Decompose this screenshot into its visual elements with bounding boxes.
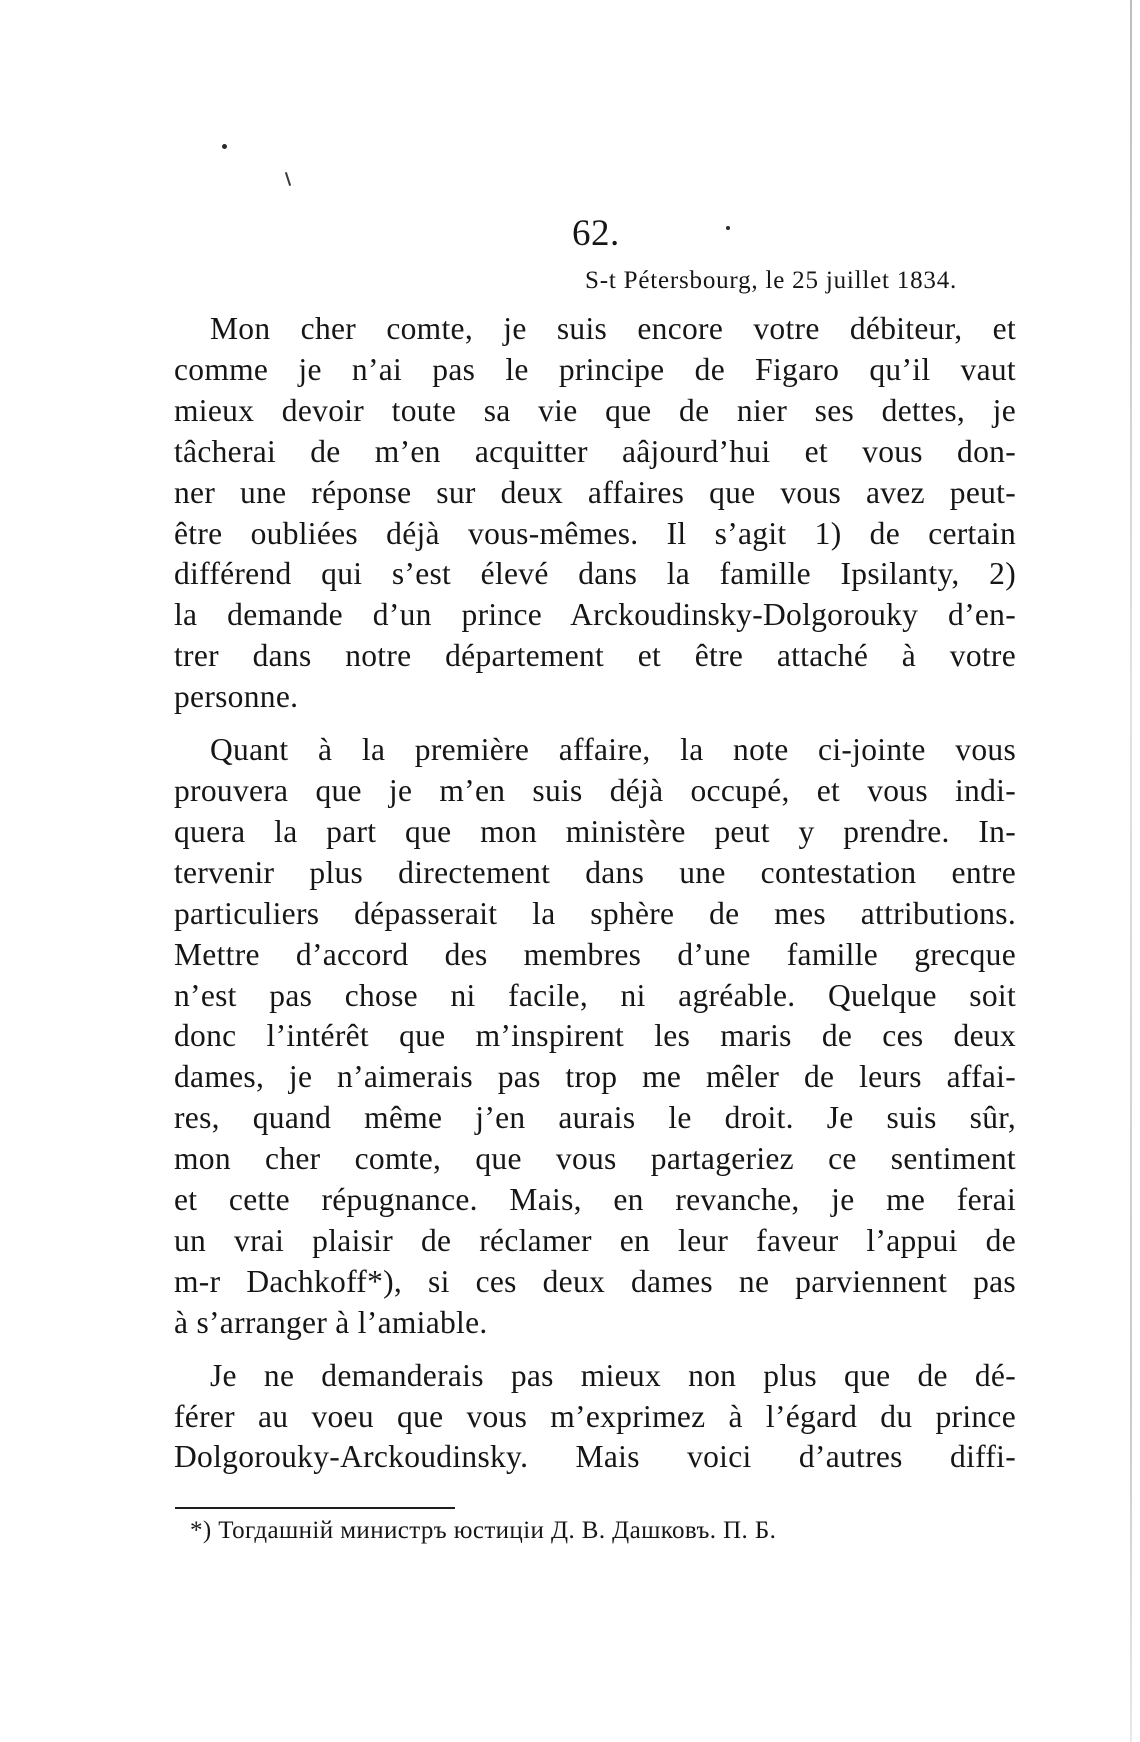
- text-line: Dolgorouky-Arckoudinsky. Mais voici d’autres diffi-: [174, 1439, 1016, 1475]
- ink-speck: [726, 226, 730, 230]
- text-line: ner une réponse sur deux affaires que vous avez peut-: [174, 474, 1016, 510]
- paragraph-2: [174, 730, 1016, 1344]
- letter-dateline: S-t Pétersbourg, le 25 juillet 1834.: [585, 267, 958, 294]
- text-line: trer dans notre département et être attaché à votre: [174, 638, 1016, 674]
- paragraph-3: [174, 1356, 1016, 1479]
- text-line: res, quand même j’en aurais le droit. Je suis sûr,: [174, 1100, 1016, 1136]
- text-line: donc l’intérêt que m’inspirent les maris de ces deux: [174, 1018, 1016, 1054]
- text-line: Je ne demanderais pas mieux non plus que de dé-: [210, 1357, 1016, 1393]
- text-line: dames, je n’aimerais pas trop me mêler de leurs affai-: [174, 1059, 1016, 1095]
- scan-edge: [1130, 0, 1132, 1742]
- text-line: m-r Dachkoff*), si ces deux dames ne parviennent pas: [174, 1263, 1016, 1299]
- ink-mark: [285, 172, 291, 186]
- footnote: *) Тогдашній министръ юстиціи Д. В. Дашковъ. П. Б.: [190, 1517, 777, 1544]
- text-line: comme je n’ai pas le principe de Figaro qu’il vaut: [174, 351, 1016, 387]
- text-line: mon cher comte, que vous partageriez ce sentiment: [174, 1141, 1016, 1177]
- text-line: différend qui s’est élevé dans la famille Ipsilanty, 2): [174, 556, 1016, 592]
- text-line: la demande d’un prince Arckoudinsky-Dolgorouky d’en-: [174, 597, 1016, 633]
- footnote-rule: [175, 1507, 455, 1509]
- letter-body: [174, 309, 1016, 1478]
- text-line: un vrai plaisir de réclamer en leur faveur l’appui de: [174, 1222, 1016, 1258]
- page-number: 62.: [572, 213, 620, 254]
- text-line: Mon cher comte, je suis encore votre débiteur, et: [210, 311, 1016, 346]
- text-line: mieux devoir toute sa vie que de nier ses dettes, je: [174, 392, 1016, 428]
- text-line: n’est pas chose ni facile, ni agréable. Quelque soit: [174, 977, 1016, 1013]
- text-line: tervenir plus directement dans une contestation entre: [174, 854, 1016, 890]
- text-line: prouvera que je m’en suis déjà occupé, et vous indi-: [174, 772, 1016, 808]
- text-line: et cette répugnance. Mais, en revanche, je me ferai: [174, 1182, 1016, 1218]
- paragraph-1: [174, 309, 1016, 718]
- text-line: à s’arranger à l’amiable.: [174, 1304, 488, 1340]
- text-line: personne.: [174, 679, 299, 715]
- text-line: particuliers dépasserait la sphère de mes attributions.: [174, 895, 1016, 931]
- text-line: férer au voeu que vous m’exprimez à l’égard du prince: [174, 1398, 1016, 1434]
- ink-speck: [222, 144, 227, 149]
- text-line: Quant à la première affaire, la note ci-jointe vous: [210, 732, 1016, 768]
- text-line: quera la part que mon ministère peut y prendre. In-: [174, 813, 1016, 849]
- text-line: être oubliées déjà vous-mêmes. Il s’agit 1) de certain: [174, 515, 1016, 551]
- text-line: tâcherai de m’en acquitter aâjourd’hui et vous don-: [174, 433, 1016, 469]
- text-line: Mettre d’accord des membres d’une famille grecque: [174, 936, 1016, 972]
